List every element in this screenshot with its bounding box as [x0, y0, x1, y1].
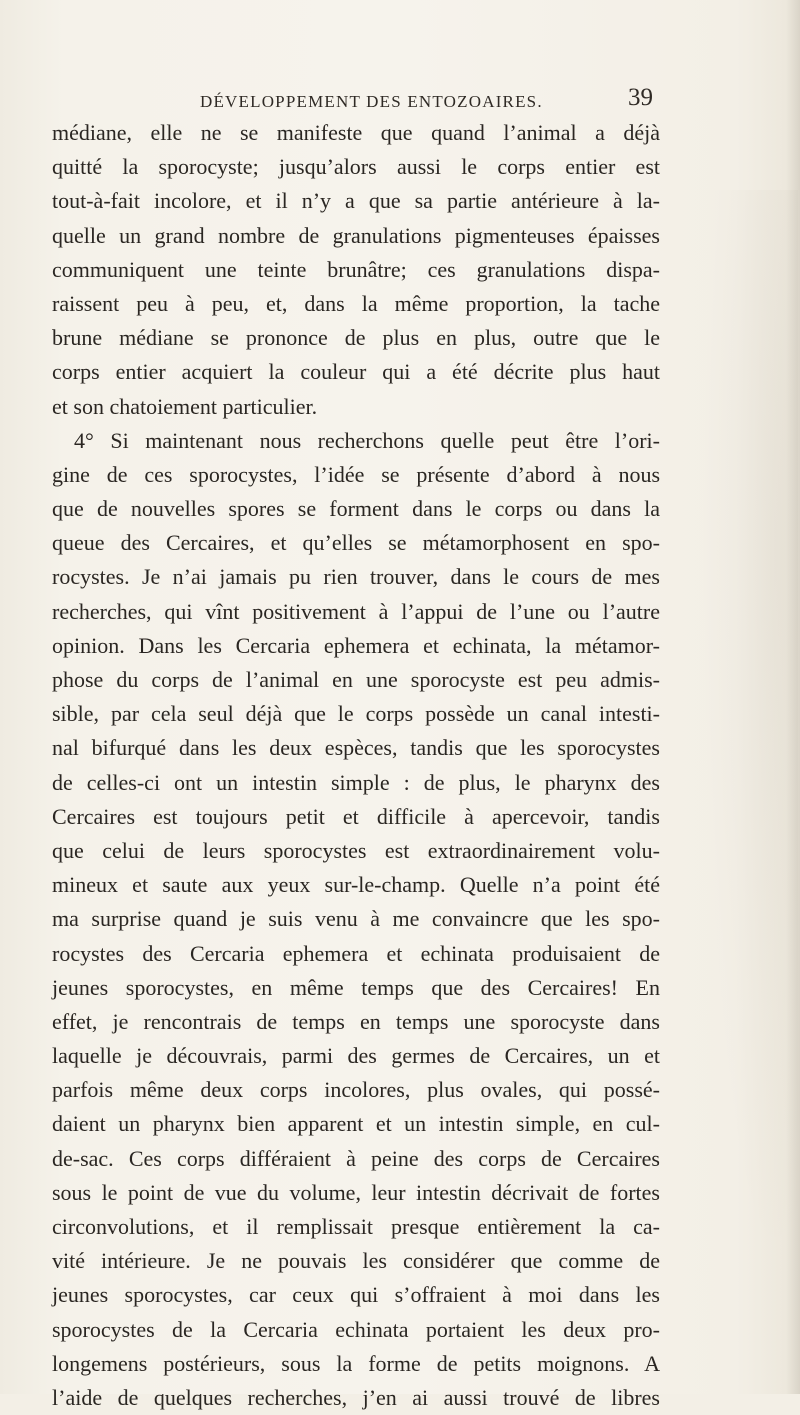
text-line: recherches, qui vînt positivement à l’appui de l’une ou l’autre — [52, 598, 660, 624]
text-line: raissent peu à peu, et, dans la même proportion, la tache — [52, 290, 660, 316]
text-line: que de nouvelles spores se forment dans le corps ou dans la — [52, 496, 660, 522]
text-line: tout-à-fait incolore, et il n’y a que sa partie antérieure à la- — [52, 188, 660, 214]
text-line: communiquent une teinte brunâtre; ces granulations dispa- — [52, 256, 660, 282]
text-line: mineux et saute aux yeux sur-le-champ. Quelle n’a point été — [52, 872, 660, 898]
text-line: sous le point de vue du volume, leur intestin décrivait de fortes — [52, 1179, 660, 1205]
text-line: daient un pharynx bien apparent et un intestin simple, en cul- — [52, 1111, 660, 1137]
paper-texture — [688, 190, 798, 1390]
page-edge-shadow — [786, 0, 800, 1394]
text-line: queue des Cercaires, et qu’elles se métamorphosent en spo- — [52, 530, 660, 556]
text-line: sible, par cela seul déjà que le corps possède un canal intesti- — [52, 701, 660, 727]
text-line: laquelle je découvrais, parmi des germes de Cercaires, un et — [52, 1043, 660, 1069]
text-line: de-sac. Ces corps différaient à peine des corps de Cercaires — [52, 1145, 660, 1171]
page-number: 39 — [628, 84, 653, 111]
text-line: opinion. Dans les Cercaria ephemera et echinata, la métamor- — [52, 632, 660, 658]
paragraph-start-line: 4° Si maintenant nous recherchons quelle peut être l’ori- — [74, 427, 660, 453]
text-line: rocystes des Cercaria ephemera et echinata produisaient de — [52, 940, 660, 966]
text-line: phose du corps de l’animal en une sporocyste est peu admis- — [52, 667, 660, 692]
text-line: médiane, elle ne se manifeste que quand l’animal a déjà — [52, 120, 660, 145]
text-line: que celui de leurs sporocystes est extraordinairement volu- — [52, 837, 660, 863]
text-line: ma surprise quand je suis venu à me convaincre que les spo- — [52, 906, 660, 932]
text-line: quitté la sporocyste; jusqu’alors aussi le corps entier est — [52, 154, 660, 180]
text-line: et son chatoiement particulier. — [52, 393, 318, 419]
body-text — [52, 116, 660, 1415]
running-header: DÉVELOPPEMENT DES ENTOZOAIRES. — [200, 92, 543, 111]
text-line: l’aide de quelques recherches, j’en ai aussi trouvé de libres — [52, 1384, 660, 1410]
text-line: jeunes sporocystes, car ceux qui s’offraient à moi dans les — [52, 1282, 660, 1308]
text-line: gine de ces sporocystes, l’idée se présente d’abord à nous — [52, 461, 660, 487]
text-line: sporocystes de la Cercaria echinata portaient les deux pro- — [52, 1316, 660, 1342]
text-line: jeunes sporocystes, en même temps que des Cercaires! En — [52, 974, 660, 1000]
text-line: corps entier acquiert la couleur qui a été décrite plus haut — [52, 359, 660, 385]
text-line: parfois même deux corps incolores, plus ovales, qui possé- — [52, 1077, 660, 1103]
text-line: nal bifurqué dans les deux espèces, tandis que les sporocystes — [52, 735, 660, 761]
text-line: circonvolutions, et il remplissait presque entièrement la ca- — [52, 1214, 660, 1239]
text-line: brune médiane se prononce de plus en plus, outre que le — [52, 325, 660, 351]
text-line: effet, je rencontrais de temps en temps une sporocyste dans — [52, 1008, 660, 1034]
text-line: rocystes. Je n’ai jamais pu rien trouver, dans le cours de mes — [52, 564, 660, 590]
text-line: de celles-ci ont un intestin simple : de plus, le pharynx des — [52, 769, 660, 795]
text-line: longemens postérieurs, sous la forme de petits moignons. A — [52, 1350, 660, 1376]
text-line: vité intérieure. Je ne pouvais les considérer que comme de — [52, 1248, 660, 1274]
text-line: quelle un grand nombre de granulations pigmenteuses épaisses — [52, 222, 660, 248]
text-line: Cercaires est toujours petit et difficile à apercevoir, tandis — [52, 803, 660, 829]
